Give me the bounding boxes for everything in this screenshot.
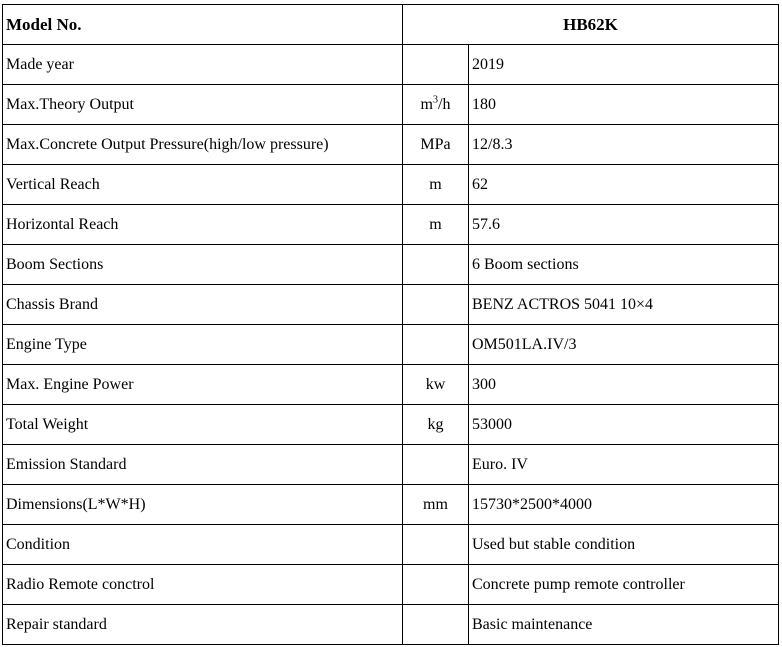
row-value: OM501LA.IV/3 <box>469 325 779 365</box>
table-row <box>3 485 779 525</box>
row-unit: mm <box>403 485 469 525</box>
row-unit <box>403 525 469 565</box>
row-label: Dimensions(L*W*H) <box>3 485 403 525</box>
table-row <box>3 245 779 285</box>
row-value: 6 Boom sections <box>469 245 779 285</box>
row-unit <box>403 445 469 485</box>
model-label: Model No. <box>3 5 403 45</box>
row-label: Condition <box>3 525 403 565</box>
table-row <box>3 405 779 445</box>
table-row <box>3 85 779 125</box>
row-label: Engine Type <box>3 325 403 365</box>
row-value: Basic maintenance <box>469 605 779 645</box>
table-row <box>3 125 779 165</box>
row-unit <box>403 565 469 605</box>
row-label: Radio Remote conctrol <box>3 565 403 605</box>
header-row <box>3 5 779 45</box>
row-unit <box>403 245 469 285</box>
table-row <box>3 525 779 565</box>
unit-superscript: 3 <box>433 94 438 106</box>
row-label: Repair standard <box>3 605 403 645</box>
table-row <box>3 605 779 645</box>
row-value: Euro. IV <box>469 445 779 485</box>
model-value: HB62K <box>403 5 779 45</box>
row-value: 300 <box>469 365 779 405</box>
row-value: 12/8.3 <box>469 125 779 165</box>
table-row <box>3 445 779 485</box>
table-row <box>3 565 779 605</box>
table-row <box>3 365 779 405</box>
row-value: 180 <box>469 85 779 125</box>
table-row <box>3 285 779 325</box>
row-label: Boom Sections <box>3 245 403 285</box>
row-value: BENZ ACTROS 5041 10×4 <box>469 285 779 325</box>
row-value: 2019 <box>469 45 779 85</box>
row-label: Total Weight <box>3 405 403 445</box>
table-row <box>3 165 779 205</box>
row-label: Horizontal Reach <box>3 205 403 245</box>
row-unit: MPa <box>403 125 469 165</box>
row-label: Max.Theory Output <box>3 85 403 125</box>
row-unit: m <box>403 205 469 245</box>
row-unit <box>403 605 469 645</box>
row-unit <box>403 325 469 365</box>
row-label: Chassis Brand <box>3 285 403 325</box>
row-label: Made year <box>3 45 403 85</box>
unit-tail: /h <box>438 95 451 113</box>
row-value: 15730*2500*4000 <box>469 485 779 525</box>
spec-table <box>2 4 779 645</box>
row-label: Emission Standard <box>3 445 403 485</box>
row-unit: kw <box>403 365 469 405</box>
table-row <box>3 325 779 365</box>
unit-base: m <box>420 95 433 113</box>
row-unit <box>403 285 469 325</box>
table-row <box>3 45 779 85</box>
row-value: Concrete pump remote controller <box>469 565 779 605</box>
table-row <box>3 205 779 245</box>
row-label: Max.Concrete Output Pressure(high/low pressure) <box>3 125 403 165</box>
row-label: Max. Engine Power <box>3 365 403 405</box>
row-label: Vertical Reach <box>3 165 403 205</box>
row-value: 57.6 <box>469 205 779 245</box>
row-unit <box>403 45 469 85</box>
row-unit <box>403 85 469 125</box>
row-unit: kg <box>403 405 469 445</box>
row-unit: m <box>403 165 469 205</box>
row-value: 53000 <box>469 405 779 445</box>
row-value: 62 <box>469 165 779 205</box>
row-value: Used but stable condition <box>469 525 779 565</box>
